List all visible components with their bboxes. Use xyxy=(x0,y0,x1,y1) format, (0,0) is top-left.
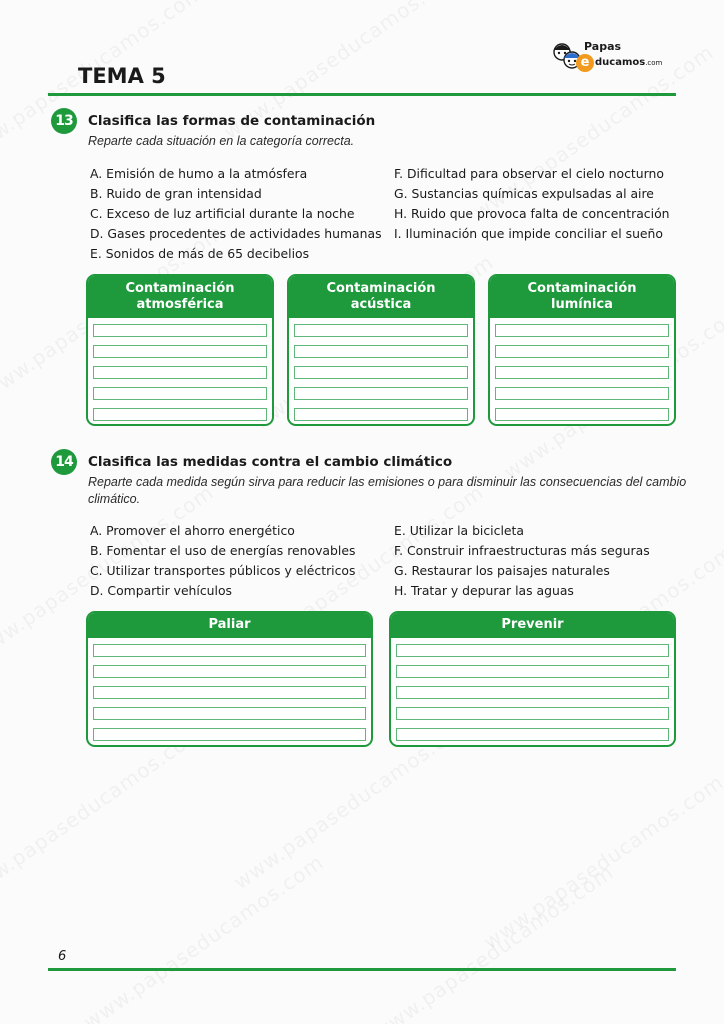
list-item: G. Sustancias químicas expulsadas al aire xyxy=(394,186,654,201)
category-box-header xyxy=(490,276,674,318)
category-box-atmosferica xyxy=(86,274,274,426)
category-title: Paliar xyxy=(208,617,251,632)
list-item: C. Utilizar transportes públicos y eléctricos xyxy=(90,563,356,578)
header-divider xyxy=(48,93,676,96)
answer-line[interactable] xyxy=(294,408,468,421)
instruction-line: climático. xyxy=(88,492,141,506)
exercise-number-badge: 13 xyxy=(51,108,77,134)
watermark-text xyxy=(0,720,208,904)
answer-line[interactable] xyxy=(396,686,669,699)
logo-text-com: .com xyxy=(645,59,663,67)
logo-e-badge: e xyxy=(576,54,594,72)
list-item: A. Emisión de humo a la atmósfera xyxy=(90,166,308,181)
list-item: A. Promover el ahorro energético xyxy=(90,523,295,538)
list-item: G. Restaurar los paisajes naturales xyxy=(394,563,610,578)
list-item: B. Ruido de gran intensidad xyxy=(90,186,262,201)
category-box-header xyxy=(289,276,473,318)
list-item: C. Exceso de luz artificial durante la noche xyxy=(90,206,355,221)
answer-line[interactable] xyxy=(396,707,669,720)
category-title-line1: Contaminación xyxy=(326,281,436,296)
page-number: 6 xyxy=(58,949,67,964)
category-box-luminica xyxy=(488,274,676,426)
list-item: B. Fomentar el uso de energías renovables xyxy=(90,543,356,558)
category-title-line1: Contaminación xyxy=(527,281,637,296)
watermark-text xyxy=(479,770,724,954)
category-title-line2: acústica xyxy=(350,297,412,312)
category-box-header xyxy=(391,613,674,638)
exercise-instruction xyxy=(88,474,686,508)
answer-line[interactable] xyxy=(396,665,669,678)
answer-line[interactable] xyxy=(495,387,669,400)
answer-line[interactable] xyxy=(93,728,366,741)
category-title-line1: Contaminación xyxy=(125,281,235,296)
footer-divider xyxy=(48,968,676,971)
list-item: D. Compartir vehículos xyxy=(90,583,233,598)
category-box-header xyxy=(88,613,371,638)
answer-line[interactable] xyxy=(93,644,366,657)
exercise-instruction: Reparte cada situación en la categoría correcta. xyxy=(88,134,355,148)
list-item: E. Utilizar la bicicleta xyxy=(394,523,524,538)
list-item: F. Dificultad para observar el cielo nocturno xyxy=(394,166,664,181)
category-box-prevenir xyxy=(389,611,676,747)
answer-line[interactable] xyxy=(93,707,366,720)
answer-line[interactable] xyxy=(294,366,468,379)
list-item: E. Sonidos de más de 65 decibelios xyxy=(90,246,310,261)
answer-line[interactable] xyxy=(495,408,669,421)
answer-line[interactable] xyxy=(495,345,669,358)
answer-line[interactable] xyxy=(93,345,267,358)
category-title: Prevenir xyxy=(501,617,564,632)
answer-line[interactable] xyxy=(93,387,267,400)
category-box-acustica xyxy=(287,274,475,426)
list-item: H. Tratar y depurar las aguas xyxy=(394,583,574,598)
page-title: TEMA 5 xyxy=(78,64,166,88)
watermark-text xyxy=(369,860,618,1024)
logo-text-ducamos: ducamos xyxy=(595,57,646,68)
exercise-number-badge: 14 xyxy=(51,449,77,475)
list-item: I. Iluminación que impide conciliar el sueño xyxy=(394,226,663,241)
answer-line[interactable] xyxy=(93,408,267,421)
papaseducamos-logo xyxy=(552,36,682,76)
logo-text-top: Papas xyxy=(584,40,622,53)
list-item: D. Gases procedentes de actividades humanas xyxy=(90,226,382,241)
category-title-line2: atmosférica xyxy=(136,297,224,312)
answer-line[interactable] xyxy=(495,324,669,337)
list-item: F. Construir infraestructuras más seguras xyxy=(394,543,650,558)
answer-line[interactable] xyxy=(294,345,468,358)
answer-line[interactable] xyxy=(93,686,366,699)
exercise-title: Clasifica las formas de contaminación xyxy=(88,113,376,129)
list-item: H. Ruido que provoca falta de concentración xyxy=(394,206,670,221)
answer-line[interactable] xyxy=(396,728,669,741)
answer-line[interactable] xyxy=(93,366,267,379)
answer-line[interactable] xyxy=(93,665,366,678)
category-title-line2: lumínica xyxy=(551,297,613,312)
category-box-paliar xyxy=(86,611,373,747)
answer-line[interactable] xyxy=(294,324,468,337)
answer-line[interactable] xyxy=(495,366,669,379)
answer-line[interactable] xyxy=(294,387,468,400)
answer-line[interactable] xyxy=(396,644,669,657)
instruction-line: Reparte cada medida según sirva para reducir las emisiones o para disminuir las consecuencias del cambio xyxy=(88,475,687,489)
exercise-title: Clasifica las medidas contra el cambio climático xyxy=(88,454,453,470)
answer-line[interactable] xyxy=(93,324,267,337)
watermark-text xyxy=(79,850,328,1024)
category-box-header xyxy=(88,276,272,318)
logo-text-bottom xyxy=(595,57,662,68)
